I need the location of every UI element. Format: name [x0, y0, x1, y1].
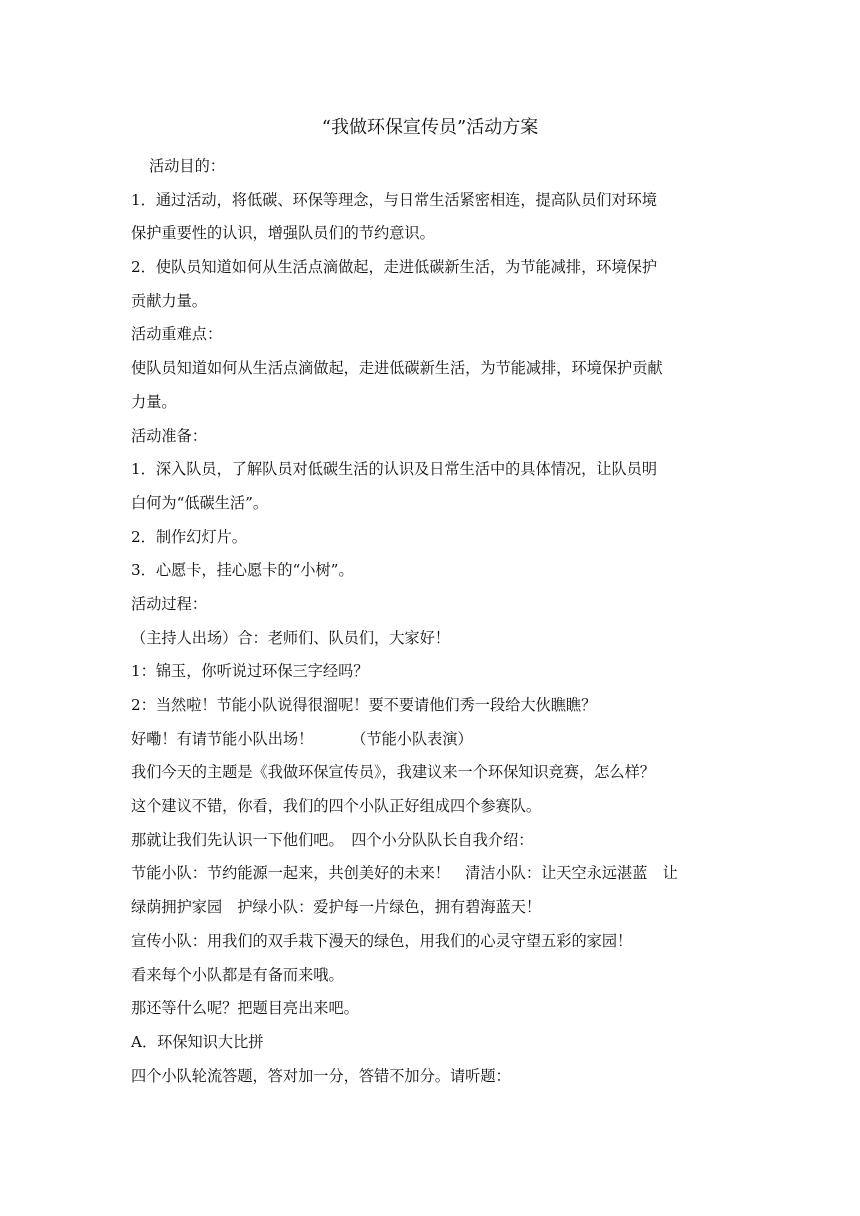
paragraph-line: 节能小队：节约能源一起来，共创美好的未来！ 清洁小队：让天空永远湛蓝 让 — [131, 864, 678, 883]
paragraph-line: 四个小队轮流答题，答对加一分，答错不加分。请听题： — [131, 1066, 511, 1085]
paragraph-line: 保护重要性的认识，增强队员们的节约意识。 — [131, 224, 435, 243]
paragraph-line: 那就让我们先认识一下他们吧。 四个小分队队长自我介绍： — [131, 830, 534, 849]
paragraph-line: 3．心愿卡，挂心愿卡的“小树”。 — [131, 561, 354, 580]
document-body — [131, 150, 731, 1093]
paragraph-line: 那还等什么呢？把题目亮出来吧。 — [131, 999, 359, 1018]
document-title: “我做环保宣传员”活动方案 — [321, 117, 539, 138]
paragraph-line: 2．使队员知道如何从生活点滴做起，走进低碳新生活，为节能减排，环境保护 — [131, 258, 658, 277]
paragraph-line: 绿荫拥护家园 护绿小队：爱护每一片绿色，拥有碧海蓝天！ — [131, 898, 542, 917]
paragraph-line: 这个建议不错，你看，我们的四个小队正好组成四个参赛队。 — [131, 797, 542, 816]
paragraph-line: 贡献力量。 — [131, 291, 207, 310]
paragraph-line: 1．深入队员，了解队员对低碳生活的认识及日常生活中的具体情况，让队员明 — [131, 460, 658, 479]
paragraph-line: 宣传小队：用我们的双手栽下漫天的绿色，用我们的心灵守望五彩的家园！ — [131, 931, 633, 950]
section-heading-preparation: 活动准备： — [131, 426, 207, 445]
paragraph-line: 1．通过活动，将低碳、环保等理念，与日常生活紧密相连，提高队员们对环境 — [131, 190, 658, 209]
paragraph-line: （主持人出场）合：老师们、队员们，大家好！ — [131, 628, 450, 647]
paragraph-line: 2．制作幻灯片。 — [131, 527, 247, 546]
section-heading-process: 活动过程： — [131, 594, 207, 613]
paragraph-line: 2：当然啦！节能小队说得很溜呢！要不要请他们秀一段给大伙瞧瞧？ — [131, 696, 597, 714]
section-heading-key-points: 活动重难点： — [131, 325, 223, 344]
paragraph-line: 使队员知道如何从生活点滴做起，走进低碳新生活，为节能减排，环境保护贡献 — [131, 359, 663, 378]
section-heading-quiz: A．环保知识大比拼 — [131, 1032, 264, 1051]
section-heading-purpose: 活动目的： — [149, 157, 225, 175]
paragraph-line: 好嘞！有请节能小队出场！ （节能小队表演） — [131, 729, 473, 748]
paragraph-line: 我们今天的主题是《我做环保宣传员》，我建议来一个环保知识竞赛，怎么样？ — [131, 763, 655, 782]
paragraph-line: 看来每个小队都是有备而来哦。 — [131, 965, 344, 984]
paragraph-line: 力量。 — [131, 392, 177, 411]
paragraph-line: 白何为“低碳生活”。 — [131, 493, 269, 512]
paragraph-line: 1：锦玉，你听说过环保三字经吗？ — [131, 662, 369, 681]
